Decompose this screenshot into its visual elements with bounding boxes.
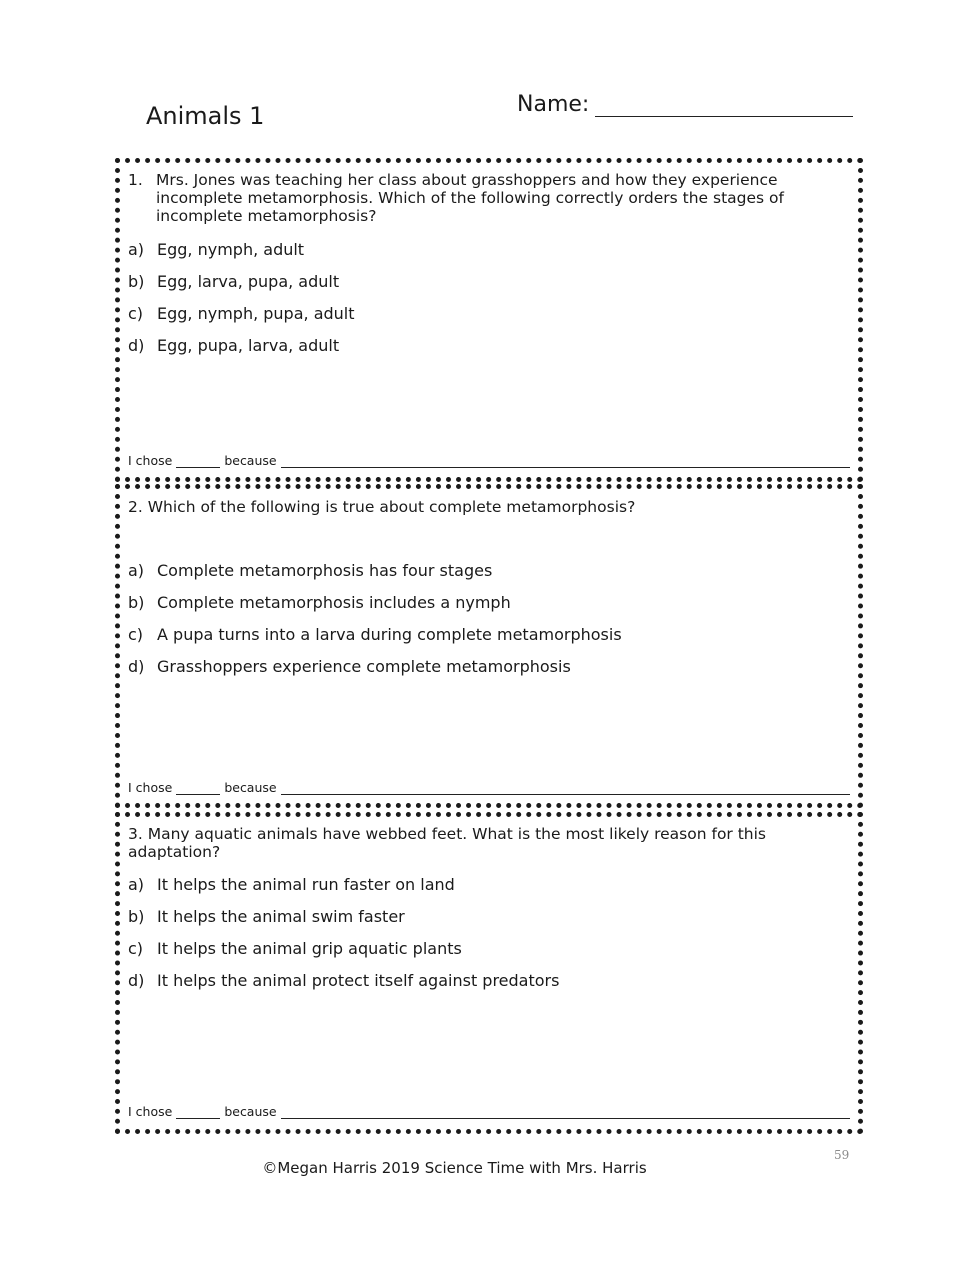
- answer-option[interactable]: [128, 272, 339, 291]
- chosen-letter-blank[interactable]: [176, 1106, 220, 1119]
- question-box-2: [115, 484, 863, 808]
- name-blank-line[interactable]: [595, 92, 853, 117]
- option-text: A pupa turns into a larva during complete metamorphosis: [157, 625, 622, 644]
- answer-explanation-line: [128, 1104, 850, 1119]
- reason-blank[interactable]: [281, 455, 850, 468]
- name-field[interactable]: [517, 92, 853, 117]
- option-letter: d): [128, 971, 145, 990]
- question-box-3: [115, 812, 863, 1134]
- answer-option[interactable]: [128, 657, 571, 676]
- option-letter: a): [128, 875, 145, 894]
- because-label: because: [224, 453, 277, 468]
- answer-option[interactable]: [128, 939, 462, 958]
- option-text: Egg, pupa, larva, adult: [157, 336, 340, 355]
- answer-option[interactable]: [128, 240, 304, 259]
- question-2-text: 2. Which of the following is true about complete metamorphosis?: [128, 498, 636, 516]
- question-1-body: Mrs. Jones was teaching her class about grasshoppers and how they experience incomplete metamorphosis. Which of the following correctly orders the stages of incomplete metamorphosis?: [156, 171, 784, 225]
- chosen-letter-blank[interactable]: [176, 455, 220, 468]
- option-text: It helps the animal protect itself against predators: [157, 971, 560, 990]
- answer-option[interactable]: [128, 625, 622, 644]
- option-text: Complete metamorphosis includes a nymph: [157, 593, 511, 612]
- answer-option[interactable]: [128, 971, 559, 990]
- option-letter: d): [128, 336, 145, 355]
- option-letter: b): [128, 593, 145, 612]
- answer-option[interactable]: [128, 875, 455, 894]
- option-letter: d): [128, 657, 145, 676]
- chose-label: I chose: [128, 1104, 173, 1119]
- because-label: because: [224, 1104, 277, 1119]
- option-letter: c): [128, 939, 144, 958]
- question-box-1: [115, 158, 863, 482]
- question-1-text: [128, 171, 844, 225]
- chose-label: I chose: [128, 453, 173, 468]
- option-text: It helps the animal swim faster: [157, 907, 405, 926]
- option-letter: a): [128, 240, 145, 259]
- answer-explanation-line: [128, 453, 850, 468]
- option-text: It helps the animal run faster on land: [157, 875, 455, 894]
- chosen-letter-blank[interactable]: [176, 782, 220, 795]
- answer-option[interactable]: [128, 561, 492, 580]
- answer-explanation-line: [128, 780, 850, 795]
- answer-option[interactable]: [128, 907, 405, 926]
- option-letter: a): [128, 561, 145, 580]
- question-3-text: 3. Many aquatic animals have webbed feet. What is the most likely reason for this adaptation?: [128, 825, 767, 861]
- because-label: because: [224, 780, 277, 795]
- reason-blank[interactable]: [281, 782, 850, 795]
- question-1-number: 1.: [128, 171, 143, 189]
- option-text: Egg, nymph, pupa, adult: [157, 304, 355, 323]
- copyright-footer: ©Megan Harris 2019 Science Time with Mrs. Harris: [262, 1159, 647, 1177]
- option-letter: b): [128, 272, 145, 291]
- chose-label: I chose: [128, 780, 173, 795]
- page-number: 59: [834, 1148, 850, 1162]
- answer-option[interactable]: [128, 304, 355, 323]
- option-text: It helps the animal grip aquatic plants: [157, 939, 462, 958]
- option-letter: b): [128, 907, 145, 926]
- option-text: Egg, nymph, adult: [157, 240, 305, 259]
- option-text: Egg, larva, pupa, adult: [157, 272, 340, 291]
- answer-option[interactable]: [128, 593, 511, 612]
- reason-blank[interactable]: [281, 1106, 850, 1119]
- option-text: Grasshoppers experience complete metamorphosis: [157, 657, 571, 676]
- option-text: Complete metamorphosis has four stages: [157, 561, 493, 580]
- worksheet-title: Animals 1: [146, 102, 265, 130]
- answer-option[interactable]: [128, 336, 339, 355]
- option-letter: c): [128, 304, 144, 323]
- option-letter: c): [128, 625, 144, 644]
- name-label: Name:: [517, 92, 590, 117]
